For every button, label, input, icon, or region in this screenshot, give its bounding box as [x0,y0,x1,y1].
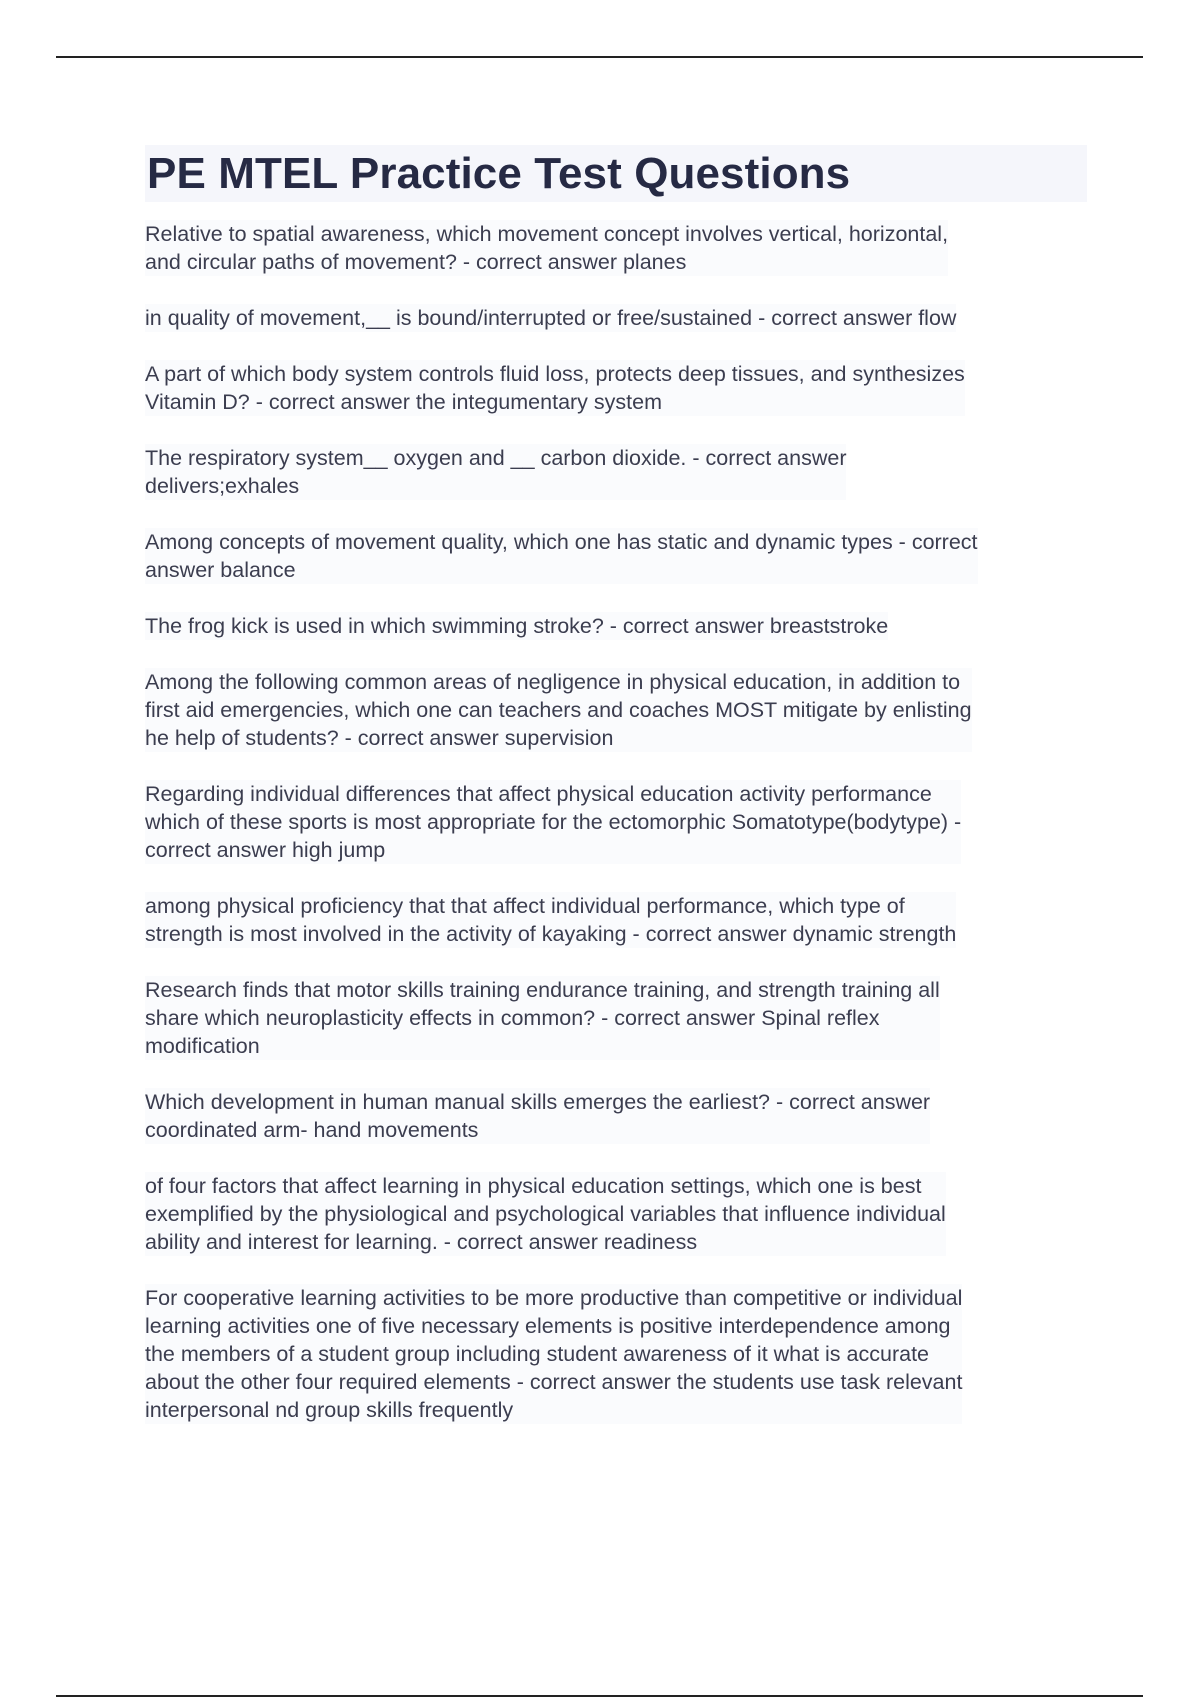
question-answer-item [145,528,978,584]
question-line: A part of which body system controls fluid loss, protects deep tissues, and synthesizes [145,362,965,386]
question-list [145,220,1087,1424]
question-answer-item [145,1172,946,1256]
question-answer-item [145,976,940,1060]
question-line: The respiratory system__ oxygen and __ carbon dioxide. - correct answer [145,446,847,470]
question-line: Research finds that motor skills training endurance training, and strength training all [145,978,940,1002]
question-answer-item [145,1088,930,1144]
question-line: the members of a student group including student awareness of it what is accurate [145,1342,929,1366]
question-line: in quality of movement,__ is bound/interrupted or free/sustained - correct answer flow [145,306,957,330]
question-line: strength is most involved in the activity of kayaking - correct answer dynamic strength [145,922,957,946]
bottom-rule [56,1695,1143,1697]
question-answer-item [145,220,948,276]
question-answer-item [145,780,961,864]
question-line: ability and interest for learning. - correct answer readiness [145,1230,698,1254]
question-line: Among the following common areas of negligence in physical education, in addition to [145,670,961,694]
question-line: modification [145,1034,260,1058]
question-line: exemplified by the physiological and psychological variables that influence individual [145,1202,946,1226]
question-line: For cooperative learning activities to be more productive than competitive or individual [145,1286,963,1310]
question-line: answer balance [145,558,296,582]
question-line: which of these sports is most appropriate for the ectomorphic Somatotype(bodytype) - [145,810,962,834]
question-line: Regarding individual differences that affect physical education activity performance [145,782,932,806]
question-answer-item [145,1284,962,1424]
question-line: delivers;exhales [145,474,300,498]
question-line: Among concepts of movement quality, which one has static and dynamic types - correct [145,530,978,554]
question-line: Which development in human manual skills emerges the earliest? - correct answer [145,1090,931,1114]
top-rule [56,56,1143,58]
question-line: among physical proficiency that that affect individual performance, which type of [145,894,905,918]
question-line: Vitamin D? - correct answer the integumentary system [145,390,662,414]
question-answer-item [145,668,972,752]
question-line: about the other four required elements - correct answer the students use task relevant [145,1370,963,1394]
question-line: correct answer high jump [145,838,386,862]
question-answer-item [145,444,846,500]
question-answer-item [145,304,956,332]
question-answer-item [145,612,888,640]
question-line: coordinated arm- hand movements [145,1118,479,1142]
question-answer-item [145,360,965,416]
document-body [145,145,1087,1452]
question-line: interpersonal nd group skills frequently [145,1398,514,1422]
question-line: Relative to spatial awareness, which movement concept involves vertical, horizontal, [145,222,949,246]
page-title: PE MTEL Practice Test Questions [145,145,1087,202]
question-line: share which neuroplasticity effects in common? - correct answer Spinal reflex [145,1006,880,1030]
question-answer-item [145,892,956,948]
question-line: learning activities one of five necessary elements is positive interdependence among [145,1314,951,1338]
question-line: and circular paths of movement? - correct answer planes [145,250,687,274]
question-line: he help of students? - correct answer supervision [145,726,614,750]
question-line: The frog kick is used in which swimming stroke? - correct answer breaststroke [145,614,889,638]
question-line: first aid emergencies, which one can teachers and coaches MOST mitigate by enlisting [145,698,972,722]
question-line: of four factors that affect learning in physical education settings, which one is best [145,1174,922,1198]
